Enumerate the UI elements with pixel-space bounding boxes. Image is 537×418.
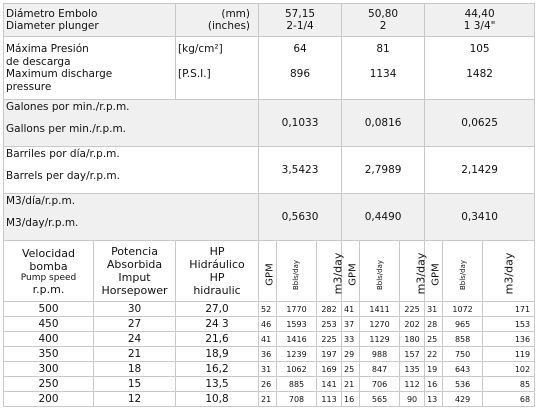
- gallons-label-es: Galones por min./r.p.m.: [6, 101, 130, 113]
- p1-m3-cell: 113: [317, 392, 342, 407]
- plunger-3-psi: 1482: [466, 68, 493, 80]
- power-cell: 21: [94, 347, 176, 362]
- p1-bbls-cell: 1593: [277, 317, 317, 332]
- header-bbls-2-text: Bbls/day: [375, 259, 384, 290]
- p2-gpm-cell: 37: [342, 317, 360, 332]
- p3-gpm-cell: 25: [425, 332, 443, 347]
- plunger-1-pressure: [259, 37, 342, 100]
- hp-cell: 10,8: [176, 392, 259, 407]
- plunger-1-mm: 57,15: [285, 7, 316, 20]
- m3-row: [4, 194, 535, 241]
- header-gpm-3-text: GPM: [430, 262, 442, 286]
- header-power-4: Horsepower: [101, 284, 168, 297]
- header-speed: [4, 241, 94, 302]
- p3-bbls-cell: 536: [443, 377, 483, 392]
- p1-bbls-cell: 1770: [277, 302, 317, 317]
- hp-cell: 24 3: [176, 317, 259, 332]
- plunger-2-psi: 1134: [369, 68, 397, 80]
- power-cell: 18: [94, 362, 176, 377]
- m3-label-es: M3/día/r.p.m.: [6, 195, 76, 207]
- p1-gpm-cell: 21: [259, 392, 277, 407]
- m3-label-en: M3/day/r.p.m.: [6, 216, 79, 229]
- pressure-row: [4, 37, 535, 100]
- plunger-2-inch: 2: [379, 20, 387, 32]
- header-speed-2: bomba: [29, 259, 68, 273]
- pressure-unit-cell: [176, 37, 259, 100]
- barrels-row: [4, 147, 535, 194]
- header-bbls-1: [277, 241, 317, 302]
- plunger-2-mm: 50,80: [368, 7, 399, 20]
- header-bbls-2: [360, 241, 400, 302]
- plunger-1-barrels: 3,5423: [259, 147, 342, 194]
- plunger-1-gallons: 0,1033: [259, 100, 342, 147]
- p3-m3-cell: 153: [483, 317, 535, 332]
- hp-cell: 16,2: [176, 362, 259, 377]
- p3-m3-cell: 102: [483, 362, 535, 377]
- p2-m3-cell: 90: [400, 392, 425, 407]
- m3-label-cell: [4, 194, 259, 241]
- plunger-1-kg: 64: [293, 43, 307, 55]
- p1-gpm-cell: 46: [259, 317, 277, 332]
- header-gpm-1-text: GPM: [264, 262, 276, 286]
- gallons-row: [4, 100, 535, 147]
- p3-bbls-cell: 750: [443, 347, 483, 362]
- p2-gpm-cell: 33: [342, 332, 360, 347]
- p3-m3-cell: 68: [483, 392, 535, 407]
- diameter-unit-cell: [176, 4, 259, 37]
- power-cell: 15: [94, 377, 176, 392]
- pressure-label-es-2: de descarga: [6, 55, 71, 68]
- p1-bbls-cell: 885: [277, 377, 317, 392]
- rpm-cell: 300: [4, 362, 94, 377]
- p2-bbls-cell: 988: [360, 347, 400, 362]
- header-power-1: Potencia: [111, 245, 158, 258]
- p2-bbls-cell: 847: [360, 362, 400, 377]
- plunger-3-diameter: [425, 4, 535, 37]
- header-m3-1-text: m3/day: [331, 252, 345, 294]
- header-hp-3: HP: [209, 271, 225, 284]
- table-row: [4, 332, 535, 347]
- pressure-label-en-2: pressure: [6, 80, 52, 93]
- p3-m3-cell: 136: [483, 332, 535, 347]
- header-bbls-3-text: Bbls/day: [458, 259, 467, 290]
- pressure-label-es-1: Máxima Presión: [6, 43, 89, 55]
- diameter-label-en: Diameter plunger: [6, 20, 99, 32]
- p2-gpm-cell: 29: [342, 347, 360, 362]
- p3-gpm-cell: 31: [425, 302, 443, 317]
- p1-gpm-cell: 41: [259, 332, 277, 347]
- plunger-3-barrels: 2,1429: [425, 147, 535, 194]
- header-power: [94, 241, 176, 302]
- gallons-label-en: Gallons per min./r.p.m.: [6, 122, 127, 135]
- table-row: [4, 377, 535, 392]
- gallons-label-cell: [4, 100, 259, 147]
- header-m3-2: [400, 241, 428, 302]
- plunger-1-m3: 0,5630: [259, 194, 342, 241]
- plunger-2-barrels: 2,7989: [342, 147, 425, 194]
- p1-gpm-cell: 36: [259, 347, 277, 362]
- p2-m3-cell: 180: [400, 332, 425, 347]
- plunger-1-psi: 896: [290, 68, 311, 80]
- p2-gpm-cell: 25: [342, 362, 360, 377]
- p1-m3-cell: 282: [317, 302, 342, 317]
- p3-gpm-cell: 19: [425, 362, 443, 377]
- p3-bbls-cell: 965: [443, 317, 483, 332]
- plunger-3-kg: 105: [469, 43, 490, 55]
- diameter-label-es: Diámetro Embolo: [6, 7, 98, 20]
- p1-m3-cell: 141: [317, 377, 342, 392]
- p3-m3-cell: 119: [483, 347, 535, 362]
- plunger-2-gallons: 0,0816: [342, 100, 425, 147]
- rpm-cell: 350: [4, 347, 94, 362]
- header-gpm-2-text: GPM: [347, 262, 359, 286]
- diameter-row: [4, 4, 535, 37]
- p2-bbls-cell: 1270: [360, 317, 400, 332]
- power-cell: 24: [94, 332, 176, 347]
- barrels-label-cell: [4, 147, 259, 194]
- table-row: [4, 302, 535, 317]
- power-cell: 30: [94, 302, 176, 317]
- header-power-2: Absorbida: [106, 258, 163, 271]
- barrels-label-en: Barrels per day/r.p.m.: [6, 169, 120, 182]
- hp-cell: 27,0: [176, 302, 259, 317]
- rpm-cell: 200: [4, 392, 94, 407]
- diameter-label-cell: [4, 4, 176, 37]
- header-speed-1: Velocidad: [21, 246, 76, 260]
- pressure-unit-kg: [kg/cm²]: [178, 43, 223, 55]
- header-m3-2-text: m3/day: [414, 252, 428, 294]
- p1-m3-cell: 197: [317, 347, 342, 362]
- p2-bbls-cell: 706: [360, 377, 400, 392]
- p3-gpm-cell: 28: [425, 317, 443, 332]
- p2-m3-cell: 202: [400, 317, 425, 332]
- plunger-2-pressure: [342, 37, 425, 100]
- performance-header-row: [4, 241, 535, 302]
- header-m3-1: [317, 241, 345, 302]
- header-hp-4: hidraulic: [193, 284, 241, 297]
- header-hp-1: HP: [209, 245, 225, 258]
- pressure-label-en-1: Maximum discharge: [6, 68, 113, 80]
- pressure-unit-psi: [P.S.I.]: [178, 68, 211, 80]
- p1-gpm-cell: 52: [259, 302, 277, 317]
- p1-bbls-cell: 1416: [277, 332, 317, 347]
- plunger-2-diameter: [342, 4, 425, 37]
- table-row: [4, 392, 535, 407]
- plunger-3-m3: 0,3410: [425, 194, 535, 241]
- p1-m3-cell: 225: [317, 332, 342, 347]
- p1-bbls-cell: 1239: [277, 347, 317, 362]
- p1-gpm-cell: 26: [259, 377, 277, 392]
- plunger-1-diameter: [259, 4, 342, 37]
- diameter-unit-mm: (mm): [221, 7, 251, 20]
- p2-m3-cell: 225: [400, 302, 425, 317]
- header-m3-3: [483, 241, 535, 302]
- hp-cell: 18,9: [176, 347, 259, 362]
- diameter-unit-inch: (inches): [207, 20, 251, 32]
- p3-m3-cell: 85: [483, 377, 535, 392]
- p2-gpm-cell: 41: [342, 302, 360, 317]
- plunger-2-kg: 81: [376, 43, 390, 55]
- table-row: [4, 362, 535, 377]
- header-power-3: Imput: [118, 271, 151, 284]
- barrels-label-es: Barriles por día/r.p.m.: [6, 148, 120, 160]
- p1-m3-cell: 169: [317, 362, 342, 377]
- header-hp-2: Hidráulico: [189, 258, 245, 271]
- p1-bbls-cell: 708: [277, 392, 317, 407]
- p3-bbls-cell: 429: [443, 392, 483, 407]
- header-m3-3-text: m3/day: [502, 252, 516, 294]
- p3-bbls-cell: 1072: [443, 302, 483, 317]
- p2-m3-cell: 157: [400, 347, 425, 362]
- pressure-label-cell: [4, 37, 176, 100]
- rpm-cell: 250: [4, 377, 94, 392]
- p2-gpm-cell: 16: [342, 392, 360, 407]
- hp-cell: 21,6: [176, 332, 259, 347]
- p3-bbls-cell: 858: [443, 332, 483, 347]
- p3-gpm-cell: 22: [425, 347, 443, 362]
- rpm-cell: 400: [4, 332, 94, 347]
- hp-cell: 13,5: [176, 377, 259, 392]
- rpm-cell: 500: [4, 302, 94, 317]
- p2-gpm-cell: 21: [342, 377, 360, 392]
- p2-bbls-cell: 1411: [360, 302, 400, 317]
- plunger-1-inch: 2-1/4: [286, 20, 314, 32]
- table-row: [4, 347, 535, 362]
- p2-bbls-cell: 1129: [360, 332, 400, 347]
- header-gpm-1: [259, 241, 277, 302]
- power-cell: 27: [94, 317, 176, 332]
- table-row: [4, 317, 535, 332]
- plunger-3-mm: 44,40: [464, 7, 495, 20]
- plunger-3-pressure: [425, 37, 535, 100]
- header-bbls-3: [443, 241, 483, 302]
- plunger-3-gallons: 0,0625: [425, 100, 535, 147]
- rpm-cell: 450: [4, 317, 94, 332]
- header-hp: [176, 241, 259, 302]
- header-bbls-1-text: Bbls/day: [292, 259, 301, 290]
- power-cell: 12: [94, 392, 176, 407]
- header-speed-3: Pump speed: [20, 272, 77, 283]
- p1-m3-cell: 253: [317, 317, 342, 332]
- p3-gpm-cell: 16: [425, 377, 443, 392]
- header-speed-4: r.p.m.: [32, 282, 65, 296]
- plunger-2-m3: 0,4490: [342, 194, 425, 241]
- pump-spec-table: [3, 3, 535, 407]
- p3-bbls-cell: 643: [443, 362, 483, 377]
- p2-m3-cell: 112: [400, 377, 425, 392]
- p3-gpm-cell: 13: [425, 392, 443, 407]
- p3-m3-cell: 171: [483, 302, 535, 317]
- p1-bbls-cell: 1062: [277, 362, 317, 377]
- p2-m3-cell: 135: [400, 362, 425, 377]
- plunger-3-inch: 1 3/4": [463, 20, 496, 32]
- p1-gpm-cell: 31: [259, 362, 277, 377]
- p2-bbls-cell: 565: [360, 392, 400, 407]
